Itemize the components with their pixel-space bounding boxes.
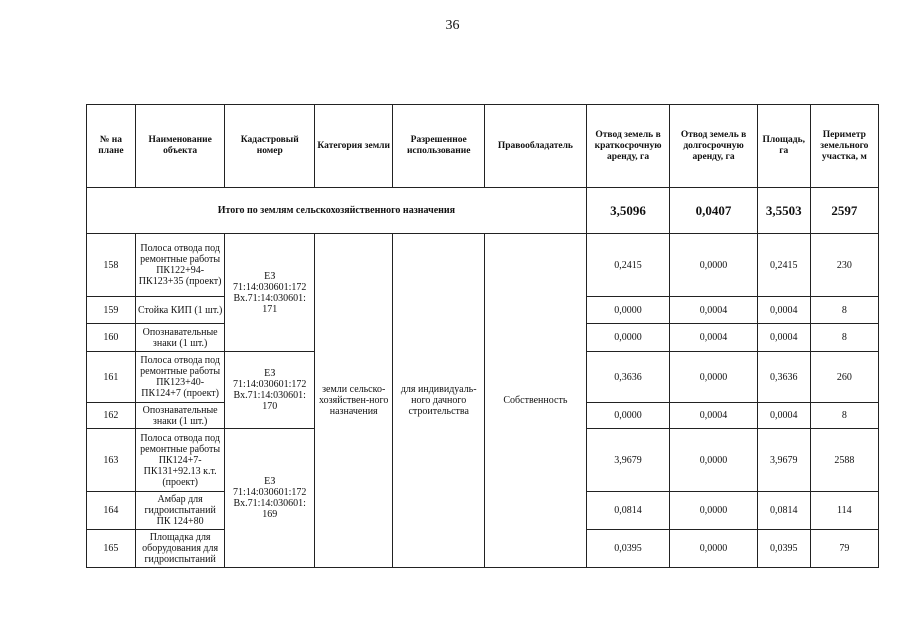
header-short-term: Отвод земель в краткосрочную аренду, га (586, 105, 669, 188)
row-short-term: 0,0000 (586, 324, 669, 352)
row-area: 3,9679 (757, 429, 810, 492)
land-category: земли сельско-хозяйствен-ного назначения (315, 234, 393, 568)
row-long-term: 0,0000 (670, 352, 758, 403)
page-number: 36 (445, 18, 460, 33)
header-name: Наименование объекта (135, 105, 225, 188)
row-name: Площадка для оборудования для гидроиспытаний (135, 530, 225, 568)
row-name: Опознавательные знаки (1 шт.) (135, 403, 225, 429)
row-name: Полоса отвода под ремонтные работы ПК122+94-ПК123+35 (проект) (135, 234, 225, 297)
row-perimeter: 8 (810, 324, 878, 352)
total-perimeter: 2597 (810, 188, 878, 234)
row-name: Полоса отвода под ремонтные работы ПК124+7-ПК131+92.13 к.т. (проект) (135, 429, 225, 492)
header-area: Площадь, га (757, 105, 810, 188)
row-area: 0,0004 (757, 297, 810, 324)
row-long-term: 0,0000 (670, 492, 758, 530)
row-area: 0,0814 (757, 492, 810, 530)
header-long-term: Отвод земель в долгосрочную аренду, га (670, 105, 758, 188)
row-no: 159 (87, 297, 136, 324)
table-row (87, 234, 879, 297)
header-permitted-use: Разрешенное использование (393, 105, 485, 188)
row-name: Стойка КИП (1 шт.) (135, 297, 225, 324)
header-cadastral: Кадастровый номер (225, 105, 315, 188)
row-short-term: 0,0000 (586, 403, 669, 429)
cadastral-number: ЕЗ 71:14:030601:172 Вх.71:14:030601: 170 (225, 352, 315, 429)
row-no: 164 (87, 492, 136, 530)
row-perimeter: 8 (810, 297, 878, 324)
row-long-term: 0,0000 (670, 234, 758, 297)
row-short-term: 3,9679 (586, 429, 669, 492)
row-long-term: 0,0000 (670, 429, 758, 492)
row-no: 158 (87, 234, 136, 297)
row-no: 161 (87, 352, 136, 403)
total-long-term: 0,0407 (670, 188, 758, 234)
row-name: Опознавательные знаки (1 шт.) (135, 324, 225, 352)
row-perimeter: 2588 (810, 429, 878, 492)
row-perimeter: 114 (810, 492, 878, 530)
row-short-term: 0,3636 (586, 352, 669, 403)
row-no: 160 (87, 324, 136, 352)
row-long-term: 0,0004 (670, 297, 758, 324)
row-short-term: 0,0814 (586, 492, 669, 530)
total-short-term: 3,5096 (586, 188, 669, 234)
header-category: Категория земли (315, 105, 393, 188)
row-no: 162 (87, 403, 136, 429)
header-no: № на плане (87, 105, 136, 188)
row-long-term: 0,0000 (670, 530, 758, 568)
total-row (87, 188, 879, 234)
header-perimeter: Периметр земельного участка, м (810, 105, 878, 188)
permitted-use: для индивидуаль-ного дачного строительства (393, 234, 485, 568)
row-area: 0,0004 (757, 324, 810, 352)
row-name: Амбар для гидроиспытаний ПК 124+80 (135, 492, 225, 530)
cadastral-number: ЕЗ 71:14:030601:172 Вх.71:14:030601: 169 (225, 429, 315, 568)
header-row (87, 105, 879, 188)
cadastral-number: ЕЗ 71:14:030601:172 Вх.71:14:030601: 171 (225, 234, 315, 352)
row-no: 163 (87, 429, 136, 492)
total-area: 3,5503 (757, 188, 810, 234)
row-short-term: 0,0000 (586, 297, 669, 324)
row-area: 0,2415 (757, 234, 810, 297)
row-perimeter: 260 (810, 352, 878, 403)
row-area: 0,3636 (757, 352, 810, 403)
row-short-term: 0,0395 (586, 530, 669, 568)
row-name: Полоса отвода под ремонтные работы ПК123+40-ПК124+7 (проект) (135, 352, 225, 403)
row-perimeter: 79 (810, 530, 878, 568)
total-label: Итого по землям сельскохозяйственного назначения (87, 188, 587, 234)
row-no: 165 (87, 530, 136, 568)
row-long-term: 0,0004 (670, 403, 758, 429)
row-area: 0,0004 (757, 403, 810, 429)
owner: Собственность (485, 234, 587, 568)
row-long-term: 0,0004 (670, 324, 758, 352)
row-perimeter: 230 (810, 234, 878, 297)
row-perimeter: 8 (810, 403, 878, 429)
row-area: 0,0395 (757, 530, 810, 568)
header-owner: Правообладатель (485, 105, 587, 188)
row-short-term: 0,2415 (586, 234, 669, 297)
land-allocation-table (86, 104, 879, 568)
